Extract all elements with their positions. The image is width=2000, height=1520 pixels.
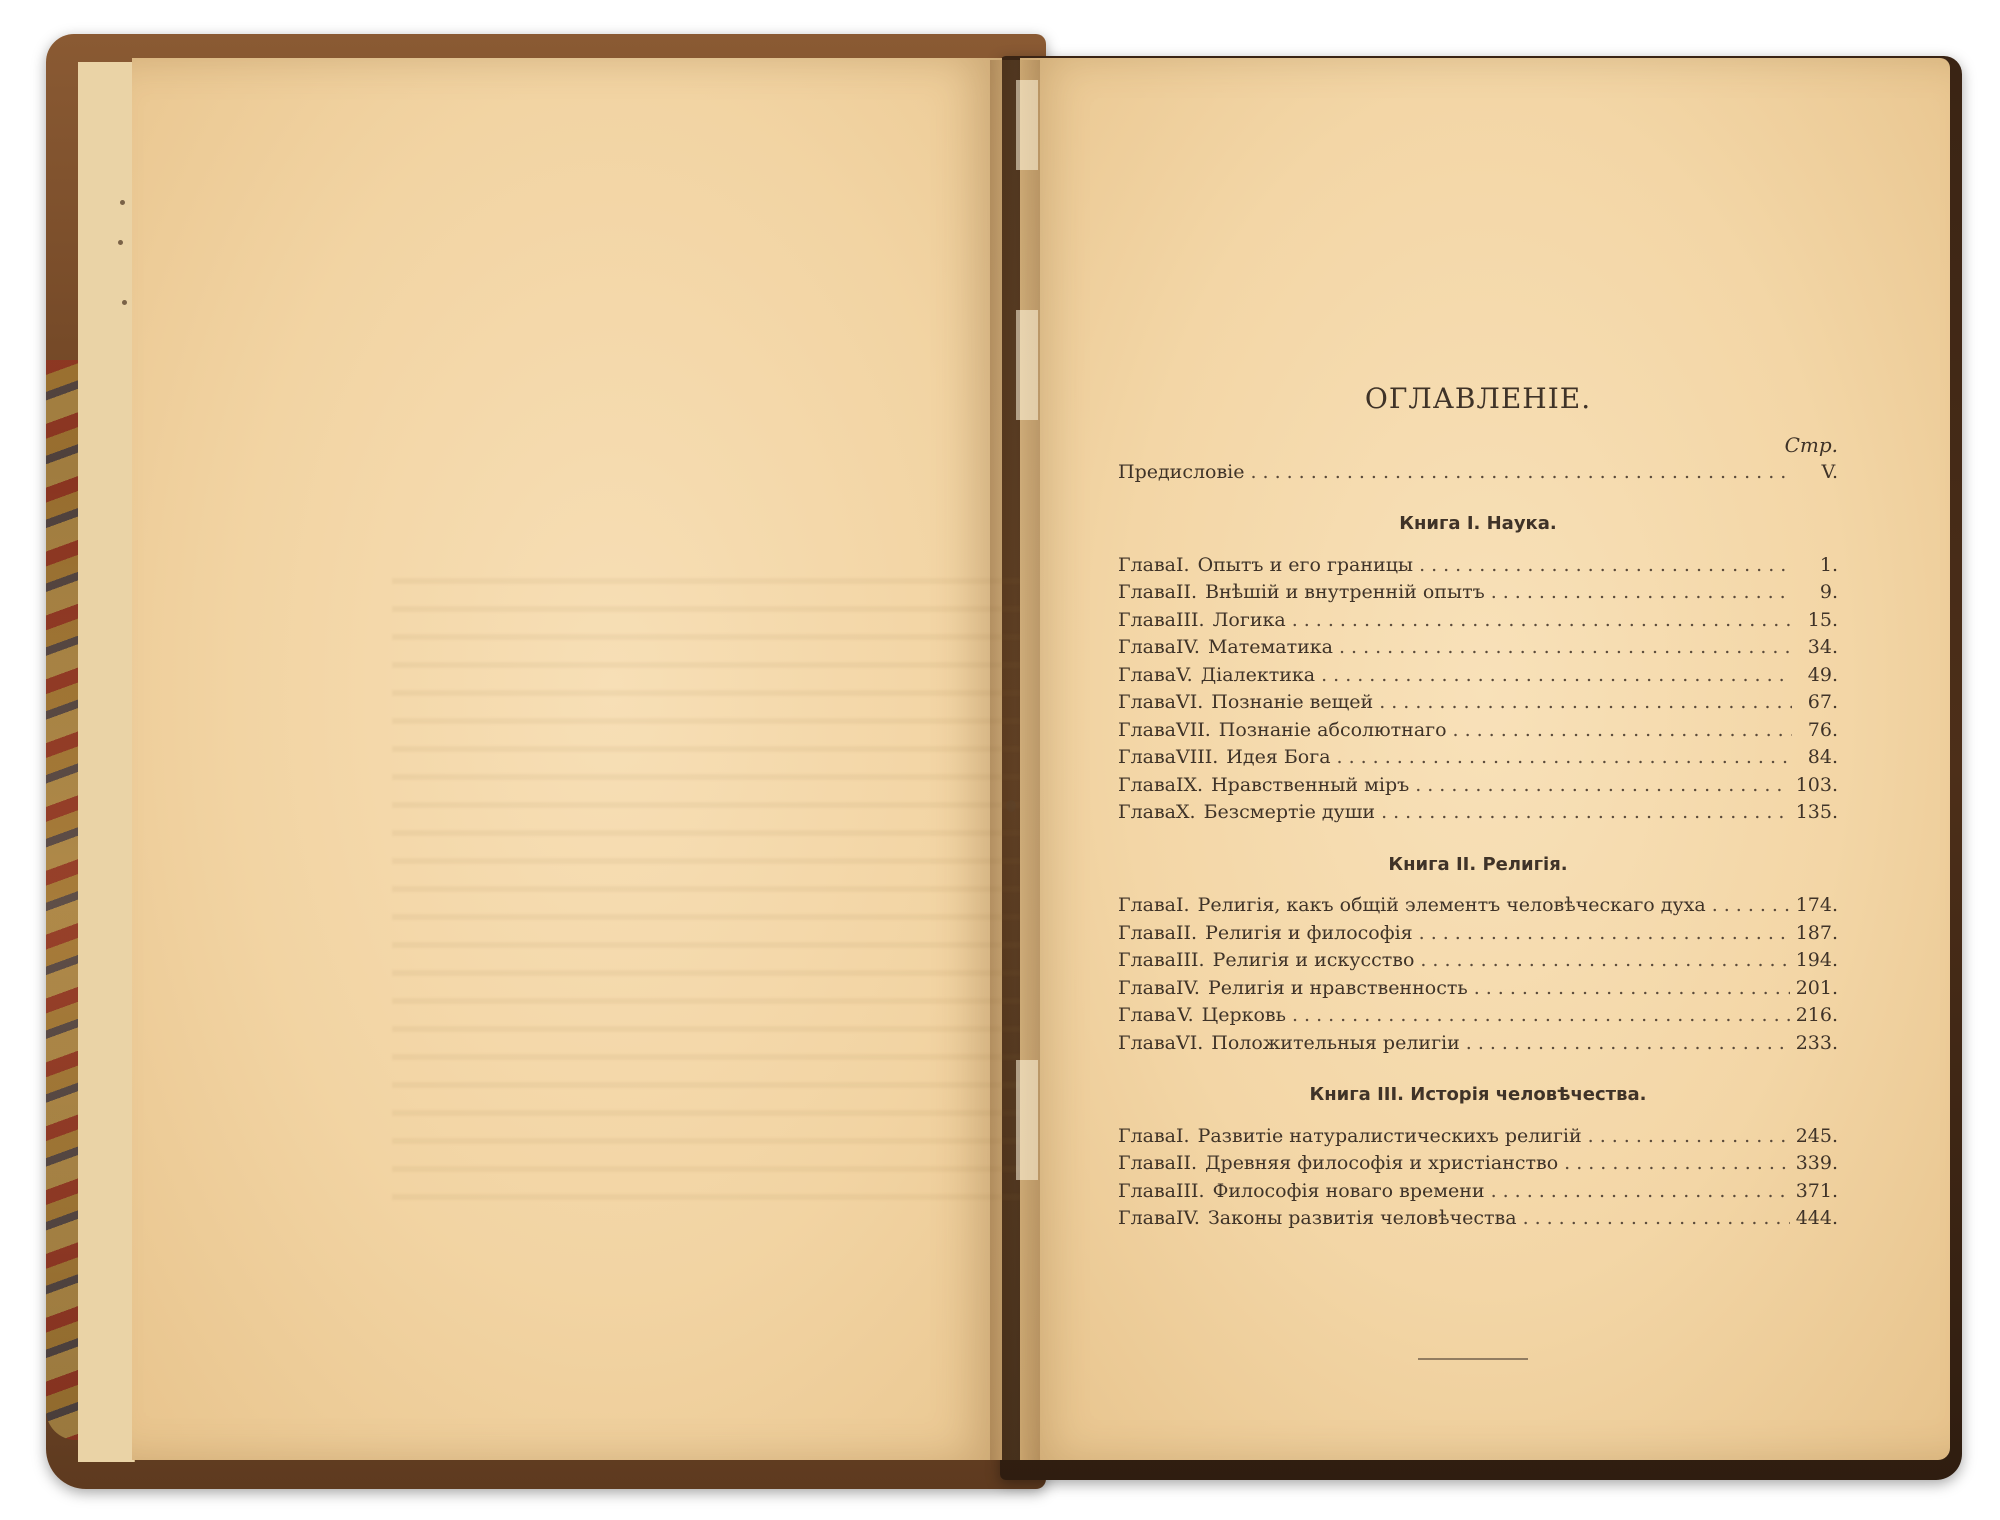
chapter-number: IV. [1176,1207,1200,1229]
chapter-number: IX. [1176,773,1204,796]
leader-dots [1381,799,1790,827]
leader-dots [1474,975,1790,1003]
chapter-page: 187. [1795,921,1838,944]
toc-books [1118,510,1838,1233]
chapter-page: 245. [1795,1124,1838,1147]
chapter-word: Глава [1118,1179,1177,1202]
toc-row [1118,772,1838,800]
chapter-number: VII. [1176,718,1211,741]
chapter-number: III. [1176,949,1205,971]
leader-dots [1712,892,1790,920]
leader-dots [1491,1178,1790,1206]
chapter-page: 9. [1819,581,1838,603]
preface-title: Предисловіе [1118,460,1245,483]
gutter-tape [1016,80,1038,170]
chapter-page: 103. [1795,773,1838,796]
chapter-number: II. [1176,921,1198,944]
leader-dots [1466,1030,1790,1058]
chapter-page: 371. [1795,1179,1838,1202]
leader-dots [1292,607,1792,635]
book-heading: Книга I. Наука. [1399,513,1557,534]
chapter-title: Религія, какъ общій элементъ человѣческаго духа [1197,894,1706,916]
toc-row [1118,662,1838,690]
chapter-word: Глава [1118,1004,1177,1026]
page-column-label: Стр. [1784,432,1838,457]
chapter-title: Развитіе натуралистическихъ религій [1197,1124,1582,1147]
chapter-title: Познаніе абсолютнаго [1218,718,1447,741]
chapter-number: VIII. [1176,746,1219,768]
chapter-number: X. [1176,801,1196,823]
chapter-word: Глава [1118,663,1177,686]
chapter-number: II. [1176,581,1198,603]
toc-row [1118,1030,1838,1058]
preface-row [1118,459,1838,487]
toc-row [1118,689,1838,717]
chapter-word: Глава [1118,636,1177,658]
leader-dots [1419,552,1792,580]
chapter-page: 233. [1795,1031,1838,1054]
leader-dots [1339,634,1792,662]
chapter-word: Глава [1118,1031,1177,1054]
preface-page: V. [1821,460,1838,483]
toc-row [1118,634,1838,662]
page-edge [106,62,121,1462]
chapter-word: Глава [1118,1152,1177,1174]
leader-dots [1321,662,1792,690]
toc-row [1118,920,1838,948]
chapter-number: III. [1176,608,1205,631]
chapter-word: Глава [1118,773,1177,796]
chapter-word: Глава [1118,976,1177,999]
toc-row [1118,799,1838,827]
chapter-number: VI. [1176,1031,1204,1054]
gutter-tape [1016,1060,1038,1180]
chapter-word: Глава [1118,581,1177,603]
chapter-page: 84. [1807,746,1838,768]
toc-row [1118,1205,1838,1233]
leader-dots [1588,1123,1790,1151]
chapter-word: Глава [1118,691,1177,713]
book-heading: Книга III. Исторія человѣчества. [1309,1084,1647,1105]
end-rule [1418,1358,1528,1360]
chapter-page: 339. [1795,1152,1838,1174]
chapter-number: I. [1176,894,1190,916]
chapter-page: 174. [1795,894,1838,916]
toc-row [1118,1150,1838,1178]
book-heading: Книга II. Религія. [1388,853,1568,875]
toc-row [1118,579,1838,607]
chapter-title: Познаніе вещей [1211,691,1374,713]
chapter-title: Религія и философія [1205,921,1413,944]
left-page [132,58,1002,1460]
chapter-title: Нравственный міръ [1211,773,1410,796]
chapter-page: 201. [1795,976,1838,999]
chapter-page: 444. [1795,1207,1838,1229]
chapter-page: 15. [1807,608,1838,631]
toc-row [1118,744,1838,772]
chapter-title: Религія и искусство [1212,949,1415,971]
chapter-title: Безсмертіе души [1203,801,1376,823]
chapter-word: Глава [1118,1124,1177,1147]
chapter-number: IV. [1176,976,1200,999]
toc-row [1118,892,1838,920]
toc-row [1118,1123,1838,1151]
chapter-title: Религія и нравственность [1207,976,1468,999]
chapter-page: 194. [1795,949,1838,971]
toc-row [1118,552,1838,580]
chapter-title: Діалектика [1200,663,1316,686]
toc-row [1118,607,1838,635]
chapter-page: 76. [1807,718,1838,741]
chapter-word: Глава [1118,801,1177,823]
leader-dots [1292,1002,1790,1030]
chapter-word: Глава [1118,608,1177,631]
chapter-title: Опытъ и его границы [1197,553,1414,576]
chapter-number: VI. [1176,691,1204,713]
toc-row [1118,1002,1838,1030]
table-of-contents [1118,382,1838,1233]
leader-dots [1419,920,1790,948]
gutter-tape [1016,310,1038,420]
chapter-title: Положительныя религіи [1211,1031,1460,1054]
show-through-text [392,578,1032,1218]
chapter-word: Глава [1118,553,1177,576]
foxing-spot [120,200,125,205]
leader-dots [1415,772,1789,800]
chapter-title: Законы развитія человѣчества [1207,1207,1517,1229]
chapter-number: V. [1177,1004,1194,1026]
chapter-word: Глава [1118,949,1177,971]
chapter-word: Глава [1118,718,1177,741]
chapter-number: I. [1176,553,1190,576]
leader-dots [1564,1150,1790,1178]
chapter-page: 49. [1807,663,1838,686]
chapter-word: Глава [1118,894,1177,916]
toc-row [1118,947,1838,975]
chapter-title: Идея Бога [1226,746,1331,768]
leader-dots [1420,947,1789,975]
chapter-number: V. [1176,663,1193,686]
leader-dots [1453,717,1792,745]
chapter-page: 34. [1807,636,1838,658]
chapter-title: Философія новаго времени [1212,1179,1485,1202]
chapter-page: 1. [1819,553,1838,576]
page-edge [78,62,93,1462]
chapter-title: Церковь [1201,1004,1286,1026]
chapter-number: IV. [1176,636,1200,658]
chapter-title: Внѣшій и внутренній опытъ [1205,581,1485,603]
chapter-page: 67. [1807,691,1838,713]
leader-dots [1379,689,1792,717]
leader-dots [1523,1205,1790,1233]
chapter-number: II. [1176,1152,1198,1174]
chapter-title: Древняя философія и христіанство [1205,1152,1559,1174]
chapter-title: Логика [1212,608,1286,631]
foxing-spot [118,240,123,245]
chapter-word: Глава [1118,921,1177,944]
chapter-word: Глава [1118,746,1177,768]
chapter-page: 135. [1795,801,1838,823]
leader-dots [1251,459,1792,487]
toc-row [1118,1178,1838,1206]
page-edge [92,62,107,1462]
toc-title: ОГЛАВЛЕНІЕ. [1364,382,1592,415]
toc-row [1118,717,1838,745]
leader-dots [1491,579,1792,607]
chapter-title: Математика [1207,636,1333,658]
foxing-spot [122,300,127,305]
chapter-word: Глава [1118,1207,1177,1229]
toc-row [1118,975,1838,1003]
chapter-number: I. [1176,1124,1190,1147]
chapter-page: 216. [1795,1004,1838,1026]
leader-dots [1337,744,1792,772]
gutter-shadow [990,60,1040,1460]
chapter-number: III. [1176,1179,1205,1202]
